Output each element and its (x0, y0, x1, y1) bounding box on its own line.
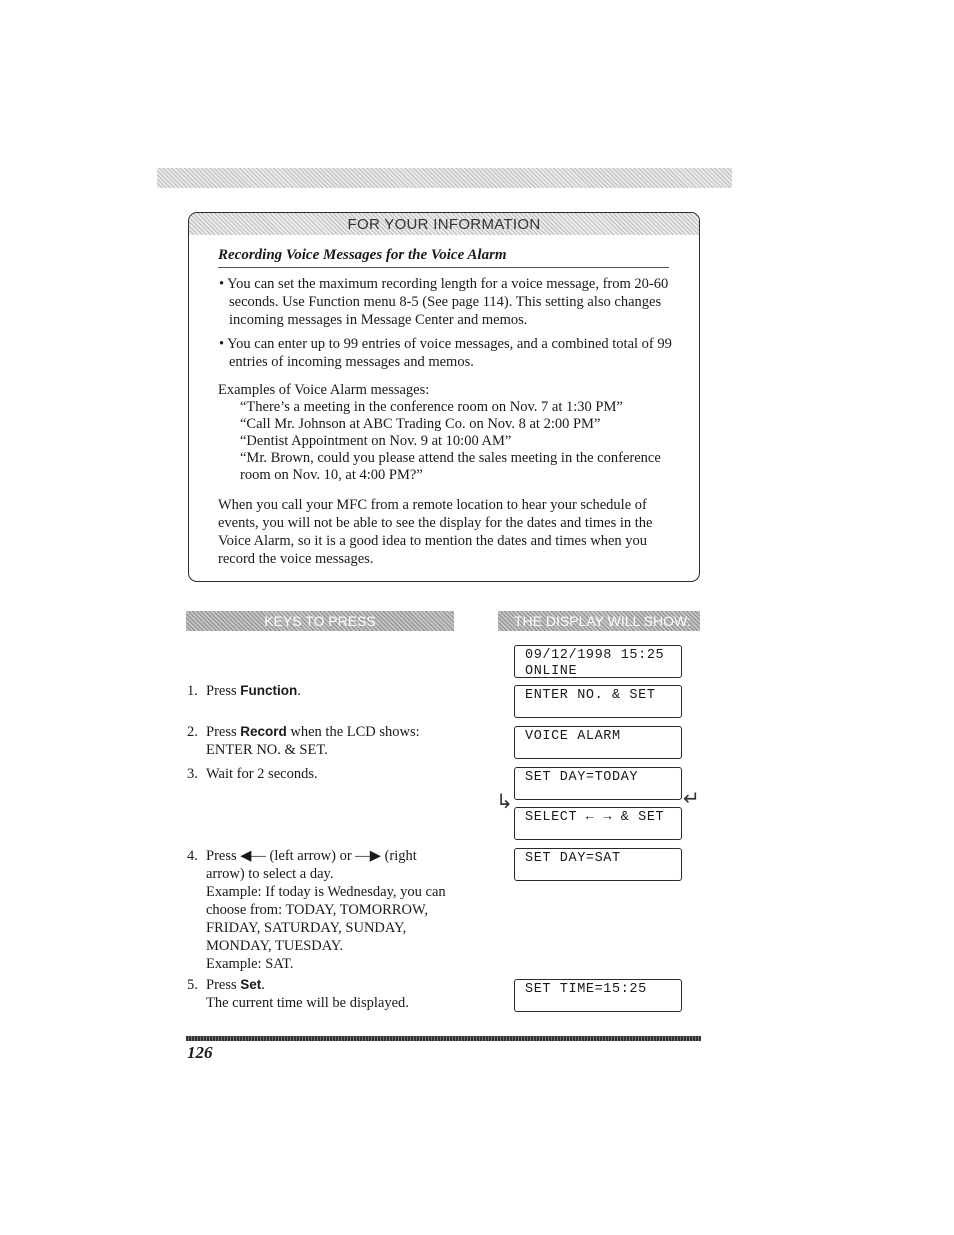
record-key: Record (240, 724, 287, 739)
step-number: 2. (187, 724, 198, 740)
step-4: 4. Press ◀— (left arrow) or —▶ (right arrow) to select a day. Example: If today is Wednesday, you can choose from: TODAY, TOMORROW, FRIDAY, SATURDAY, SUNDAY, MONDAY, TUESDAY. Example: SAT. (187, 847, 457, 973)
example-quote: “Dentist Appointment on Nov. 9 at 10:00 AM” (240, 433, 512, 449)
step-3: 3. Wait for 2 seconds. (187, 766, 318, 782)
lcd-display-set-day-today: SET DAY=TODAY (514, 767, 682, 800)
lcd-display-set-day-sat: SET DAY=SAT (514, 848, 682, 881)
lcd-display-online: 09/12/1998 15:25 ONLINE (514, 645, 682, 678)
bottom-rule (186, 1036, 701, 1041)
info-bullet-recording-length: • You can set the maximum recording length for a voice message, from 20-60 seconds. Use Function menu 8-5 (See page 114). This setting also changes incoming messages in Message Center and memos. (219, 276, 669, 328)
function-key: Function (240, 683, 298, 698)
lcd-display-voice-alarm: VOICE ALARM (514, 726, 682, 759)
step-number: 3. (187, 766, 198, 782)
info-box-subtitle: Recording Voice Messages for the Voice Alarm (218, 247, 669, 268)
lcd-display-select: SELECT ← → & SET (514, 807, 682, 840)
keys-to-press-header: KEYS TO PRESS (186, 611, 454, 631)
lcd-display-set-time: SET TIME=15:25 (514, 979, 682, 1012)
step-5-note: The current time will be displayed. (206, 995, 409, 1011)
for-your-information-box (188, 212, 700, 582)
info-bullet-entries: • You can enter up to 99 entries of voice messages, and a combined total of 99 entries of incoming messages and memos. (219, 336, 672, 370)
closing-paragraph: When you call your MFC from a remote location to hear your schedule of events, you will not be able to see the display for the dates and times in the Voice Alarm, so it is a good idea to mention the dates and times when you record the voice messages. (218, 497, 653, 567)
step-5: 5. Press Set. The current time will be displayed. (187, 976, 462, 1012)
examples-intro: Examples of Voice Alarm messages: (218, 382, 430, 398)
step-number: 5. (187, 977, 198, 993)
page-number: 126 (187, 1043, 213, 1062)
example-quote: “There’s a meeting in the conference room on Nov. 7 at 1:30 PM” (240, 399, 623, 415)
set-key: Set (240, 977, 262, 992)
step-2: 2. Press Record when the LCD shows: ENTER NO. & SET. (187, 724, 420, 758)
step-1: 1. Press Function. (187, 683, 301, 699)
example-quote: “Call Mr. Johnson at ABC Trading Co. on Nov. 8 at 2:00 PM” (240, 416, 601, 432)
step-number: 4. (187, 848, 198, 864)
cycle-arrow-right-icon: ↵ (683, 786, 700, 810)
top-decorative-band (157, 168, 732, 188)
left-arrow-icon: ◀— (240, 848, 266, 864)
step-4-example: Example: If today is Wednesday, you can choose from: TODAY, TOMORROW, FRIDAY, SATURDAY, SUNDAY, MONDAY, TUESDAY. (206, 884, 446, 954)
step-4-example-sat: Example: SAT. (206, 956, 294, 972)
right-arrow-icon: —▶ (355, 848, 381, 864)
cycle-arrow-left-icon: ↳ (496, 789, 513, 813)
step-number: 1. (187, 683, 198, 699)
example-quote: “Mr. Brown, could you please attend the sales meeting in the conference room on Nov. 10, at 4:00 PM?” (240, 450, 661, 483)
info-box-header: FOR YOUR INFORMATION (189, 213, 699, 235)
lcd-display-enter-no: ENTER NO. & SET (514, 685, 682, 718)
display-will-show-header: THE DISPLAY WILL SHOW: (498, 611, 700, 631)
